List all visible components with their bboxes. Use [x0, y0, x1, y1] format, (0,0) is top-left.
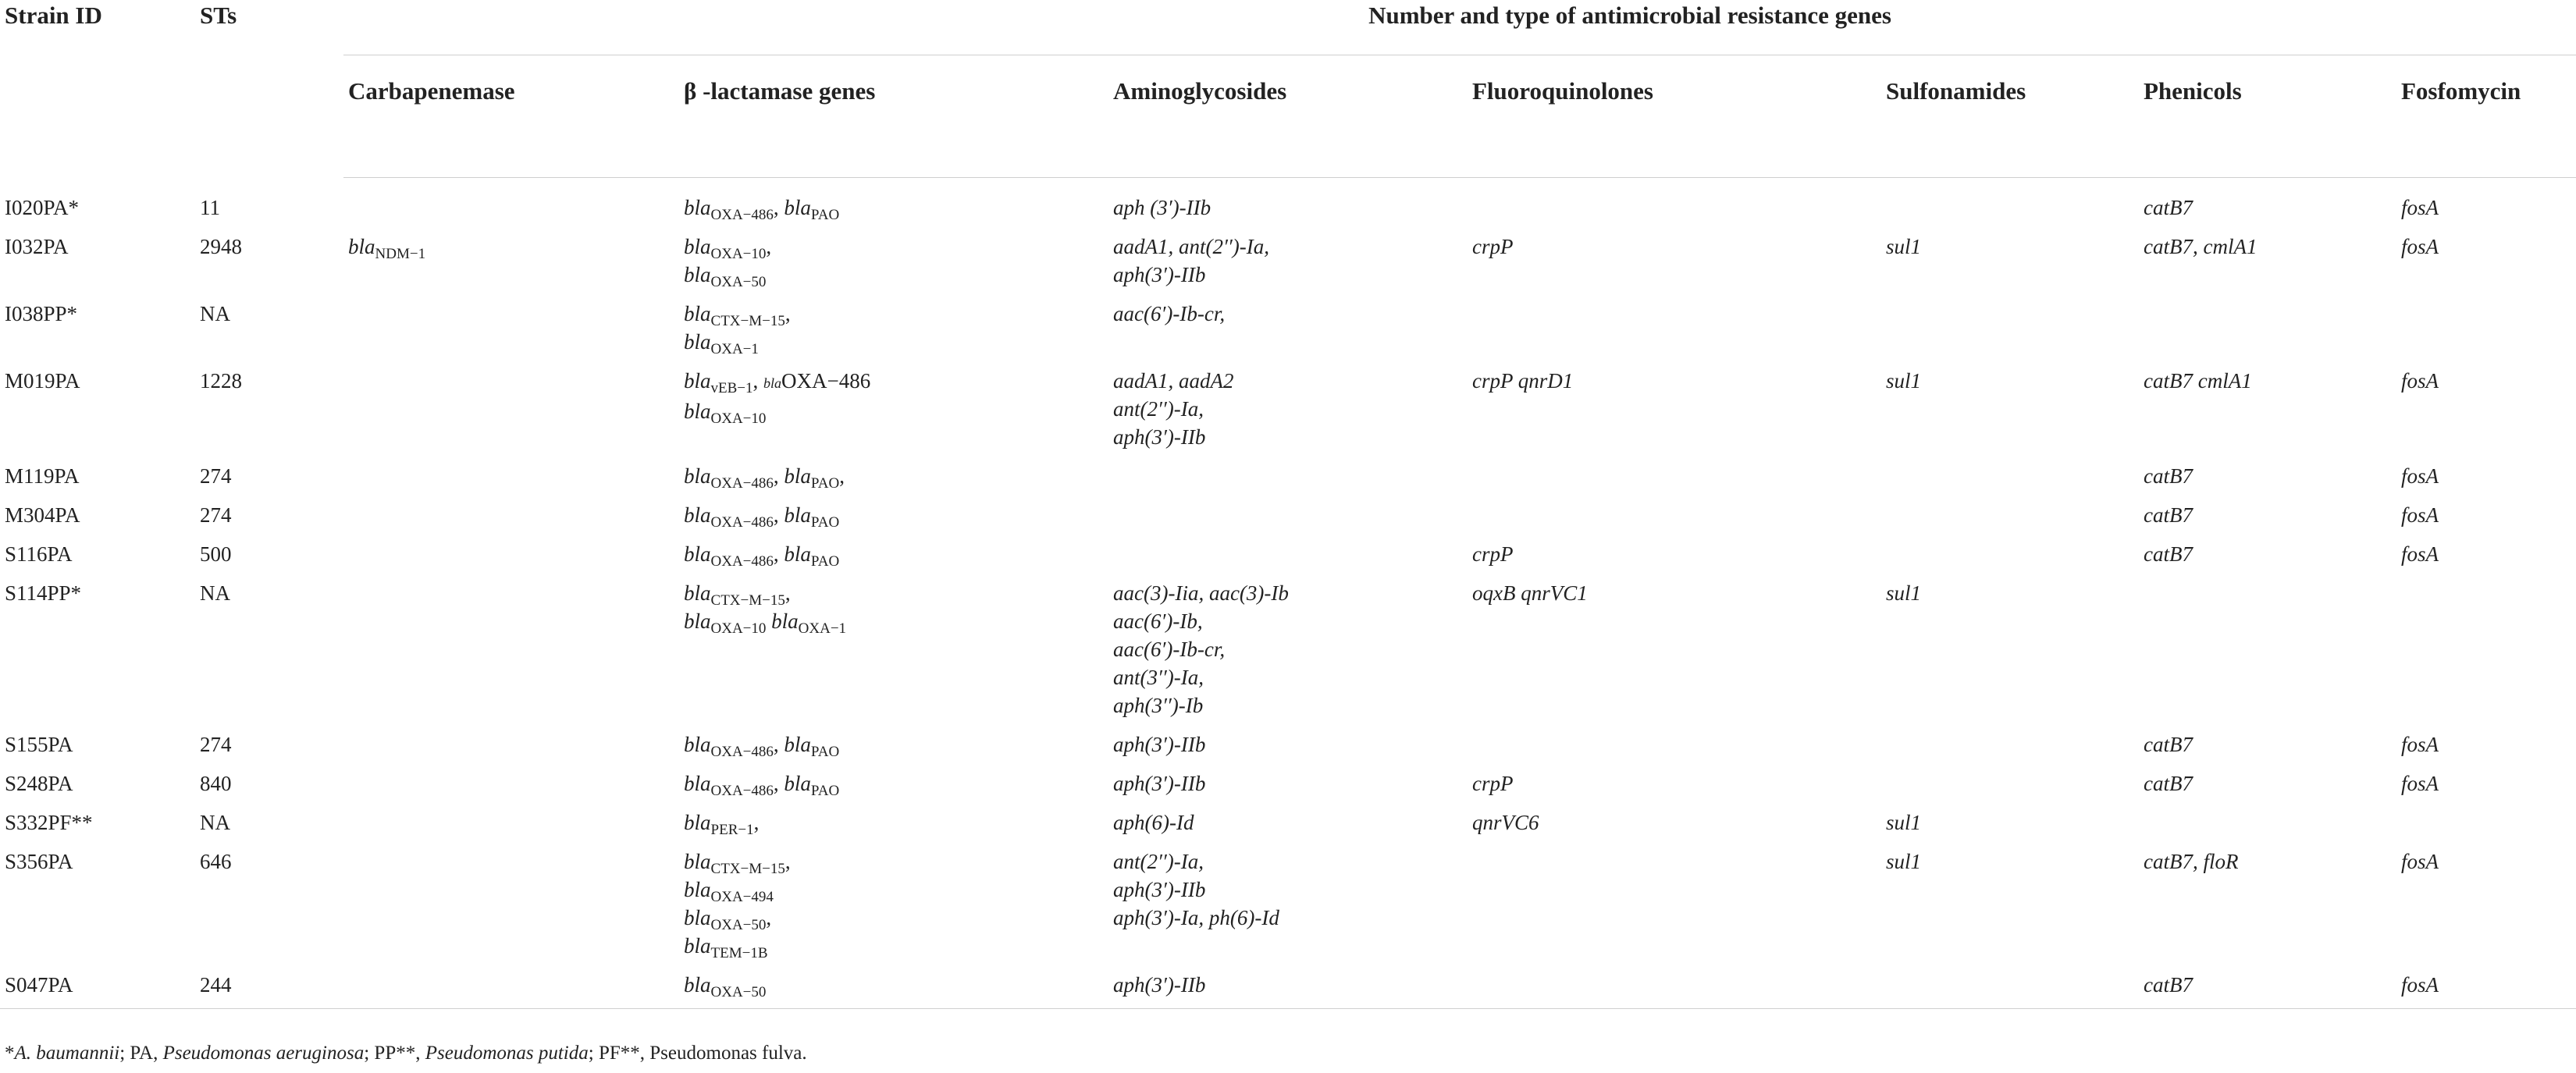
sulfonamides-cell: [1881, 960, 2139, 1009]
fosfomycin-cell: [2396, 568, 2576, 719]
beta-lactamase-cell: bla$_{OXA-486}$, bla$_{PAO}$,: [684, 464, 845, 492]
beta-lactamase-cell: bla$_{OXA-10}$, bla$_{OXA-50}$: [684, 235, 772, 290]
fluoroquinolones-cell: [1468, 960, 1881, 1009]
table-row: [0, 719, 2576, 759]
fluoroquinolones-cell: crpP: [1472, 542, 1514, 566]
aminoglycosides-cell: aph(3′)-IIb: [1108, 960, 1468, 1009]
table-row: [0, 451, 2576, 490]
fluoroquinolones-cell: [1468, 289, 1881, 356]
st-cell: 274: [200, 733, 232, 756]
carbapenemase-cell: [343, 356, 679, 451]
strain-cell: S332PF**: [5, 811, 93, 834]
phenicols-cell: [2139, 798, 2396, 837]
beta-lactamase-cell: bla$_{vEB-1}$, blaOXA−486 bla$_{OXA-10}$: [684, 369, 871, 427]
st-cell: 274: [200, 503, 232, 527]
aminoglycosides-cell: aph (3′)-IIb: [1113, 196, 1212, 219]
st-cell: 646: [200, 850, 232, 873]
aminoglycosides-cell: [1108, 490, 1468, 529]
table-row: [0, 960, 2576, 1009]
fosfomycin-cell: fosA: [2401, 369, 2439, 393]
table-row: [0, 837, 2576, 960]
fosfomycin-cell: fosA: [2401, 235, 2439, 258]
st-cell: 1228: [200, 369, 242, 393]
fosfomycin-cell: [2396, 289, 2576, 356]
aminoglycosides-cell: aph(3′)-IIb: [1113, 733, 1206, 756]
beta-lactamase-cell: bla$_{PER-1}$,: [684, 811, 760, 838]
aminoglycosides-cell: ant(2′′)-Ia, aph(3′)-IIb aph(3′)-Ia, ph(6)-Id: [1113, 850, 1279, 929]
table-row: [0, 529, 2576, 568]
table-body: [0, 178, 2576, 1009]
sulfonamides-cell: sul1: [1886, 369, 1922, 393]
fosfomycin-cell: fosA: [2401, 772, 2439, 795]
beta-lactamase-cell: bla$_{OXA-486}$, bla$_{PAO}$: [684, 772, 840, 799]
st-cell: 244: [195, 960, 343, 1009]
sulfonamides-cell: [1881, 289, 2139, 356]
fosfomycin-cell: fosA: [2401, 542, 2439, 566]
carbapenemase-cell: [343, 759, 679, 798]
phenicols-cell: catB7: [2144, 542, 2193, 566]
header-fluoroquinolones: Fluoroquinolones: [1468, 55, 1881, 178]
carbapenemase-cell: [343, 451, 679, 490]
st-cell: 500: [200, 542, 232, 566]
header-beta-lactamase: β -lactamase genes: [679, 55, 1108, 178]
fluoroquinolones-cell: [1468, 719, 1881, 759]
fosfomycin-cell: fosA: [2401, 464, 2439, 488]
table-row: [0, 490, 2576, 529]
fluoroquinolones-cell: [1468, 490, 1881, 529]
sulfonamides-cell: [1881, 719, 2139, 759]
fluoroquinolones-cell: crpP qnrD1: [1472, 369, 1574, 393]
header-fosfomycin: Fosfomycin: [2396, 55, 2576, 178]
aminoglycosides-cell: aph(3′)-IIb: [1113, 772, 1206, 795]
carbapenemase-cell: bla$_{NDM-1}$: [348, 235, 426, 262]
st-cell: NA: [200, 811, 230, 834]
strain-cell: S155PA: [5, 733, 73, 756]
strain-cell: S248PA: [5, 772, 73, 795]
strain-cell: I032PA: [5, 235, 69, 258]
header-sts: STs: [200, 2, 237, 29]
header-aminoglycosides: Aminoglycosides: [1108, 55, 1468, 178]
sulfonamides-cell: [1881, 490, 2139, 529]
fosfomycin-cell: [2396, 798, 2576, 837]
aminoglycosides-cell: aac(6′)-Ib-cr,: [1113, 302, 1226, 325]
beta-lactamase-cell: bla$_{OXA-486}$, bla$_{PAO}$: [684, 503, 840, 531]
aminoglycosides-cell: aac(3)-Iia, aac(3)-Ib aac(6′)-Ib, aac(6′)-Ib-cr, ant(3′′)-Ia, aph(3′′)-Ib: [1113, 581, 1289, 717]
table-row: [0, 798, 2576, 837]
table-row: [0, 289, 2576, 356]
aminoglycosides-cell: aph(6)-Id: [1113, 811, 1194, 834]
table-row: [0, 356, 2576, 451]
beta-lactamase-cell: bla$_{CTX-M-15}$, bla$_{OXA-10}$ bla$_{OXA-1}$: [684, 581, 847, 637]
phenicols-cell: [2139, 289, 2396, 356]
fluoroquinolones-cell: [1468, 451, 1881, 490]
strain-cell: M019PA: [5, 369, 80, 393]
carbapenemase-cell: [343, 568, 679, 719]
sulfonamides-cell: [1881, 759, 2139, 798]
fluoroquinolones-cell: crpP: [1472, 772, 1514, 795]
carbapenemase-cell: [343, 960, 679, 1009]
strain-cell: M304PA: [5, 503, 80, 527]
st-cell: NA: [200, 581, 230, 605]
fosfomycin-cell: fosA: [2401, 733, 2439, 756]
carbapenemase-cell: [343, 837, 679, 960]
phenicols-cell: catB7: [2144, 464, 2193, 488]
carbapenemase-cell: [343, 719, 679, 759]
table-row: [0, 568, 2576, 719]
sulfonamides-cell: sul1: [1886, 581, 1922, 605]
st-cell: 2948: [200, 235, 242, 258]
phenicols-cell: catB7, floR: [2144, 850, 2239, 873]
strain-cell: S047PA: [0, 960, 195, 1009]
fosfomycin-cell: fosA: [2401, 850, 2439, 873]
beta-lactamase-cell: bla$_{OXA-486}$, bla$_{PAO}$: [684, 542, 840, 570]
aminoglycosides-cell: [1108, 529, 1468, 568]
aminoglycosides-cell: [1108, 451, 1468, 490]
beta-lactamase-cell: bla$_{CTX-M-15}$, bla$_{OXA-1}$: [684, 302, 791, 357]
aminoglycosides-cell: aadA1, ant(2′′)-Ia, aph(3′)-IIb: [1113, 235, 1270, 286]
st-cell: 11: [200, 195, 220, 219]
sulfonamides-cell: [1881, 178, 2139, 222]
sulfonamides-cell: sul1: [1886, 235, 1922, 258]
fluoroquinolones-cell: [1468, 837, 1881, 960]
carbapenemase-cell: [343, 529, 679, 568]
header-phenicols: Phenicols: [2139, 55, 2396, 178]
carbapenemase-cell: [343, 490, 679, 529]
carbapenemase-cell: [343, 289, 679, 356]
phenicols-cell: catB7 cmlA1: [2144, 369, 2252, 393]
header-carbapenemase: Carbapenemase: [343, 55, 679, 178]
header-group: Number and type of antimicrobial resistance genes: [679, 0, 2576, 55]
fluoroquinolones-cell: [1468, 178, 1881, 222]
table-row: [0, 178, 2576, 222]
strain-cell: I038PP*: [5, 302, 78, 325]
beta-lactamase-cell: bla$_{OXA-50}$: [679, 960, 1108, 1009]
footnote: *A. baumannii; PA, Pseudomonas aeruginosa; PP**, Pseudomonas putida; PF**, Pseudomonas fulva.: [5, 1043, 807, 1064]
strain-cell: S356PA: [5, 850, 73, 873]
phenicols-cell: [2139, 568, 2396, 719]
carbapenemase-cell: [343, 798, 679, 837]
st-cell: 274: [200, 464, 232, 488]
fosfomycin-cell: fosA: [2401, 503, 2439, 527]
fluoroquinolones-cell: oqxB qnrVC1: [1472, 581, 1588, 605]
strain-cell: S116PA: [5, 542, 73, 566]
phenicols-cell: catB7: [2144, 733, 2193, 756]
beta-lactamase-cell: bla$_{CTX-M-15}$, bla$_{OXA-494}$ bla$_{OXA-50}$, bla$_{TEM-1B}$: [684, 850, 791, 961]
sulfonamides-cell: [1881, 451, 2139, 490]
strain-cell: S114PP*: [5, 581, 82, 605]
phenicols-cell: catB7: [2144, 503, 2193, 527]
strain-cell: I020PA*: [5, 195, 80, 219]
strain-cell: M119PA: [5, 464, 80, 488]
phenicols-cell: catB7: [2144, 196, 2193, 219]
header-strain-id: Strain ID: [5, 2, 102, 29]
fosfomycin-cell: fosA: [2401, 196, 2439, 219]
sulfonamides-cell: sul1: [1886, 811, 1922, 834]
table-row: [0, 222, 2576, 289]
phenicols-cell: catB7: [2139, 960, 2396, 1009]
st-cell: 840: [200, 772, 232, 795]
sulfonamides-cell: [1881, 529, 2139, 568]
header-sulfonamides: Sulfonamides: [1881, 55, 2139, 178]
phenicols-cell: catB7, cmlA1: [2144, 235, 2258, 258]
fluoroquinolones-cell: qnrVC6: [1472, 811, 1539, 834]
carbapenemase-cell: [343, 178, 679, 222]
st-cell: NA: [200, 302, 230, 325]
fluoroquinolones-cell: crpP: [1472, 235, 1514, 258]
beta-lactamase-cell: bla$_{OXA-486}$, bla$_{PAO}$: [684, 196, 840, 223]
aminoglycosides-cell: aadA1, aadA2 ant(2′′)-Ia, aph(3′)-IIb: [1113, 369, 1234, 449]
sulfonamides-cell: sul1: [1886, 850, 1922, 873]
phenicols-cell: catB7: [2144, 772, 2193, 795]
beta-lactamase-cell: bla$_{OXA-486}$, bla$_{PAO}$: [684, 733, 840, 760]
fosfomycin-cell: fosA: [2396, 960, 2576, 1009]
table-row: [0, 759, 2576, 798]
